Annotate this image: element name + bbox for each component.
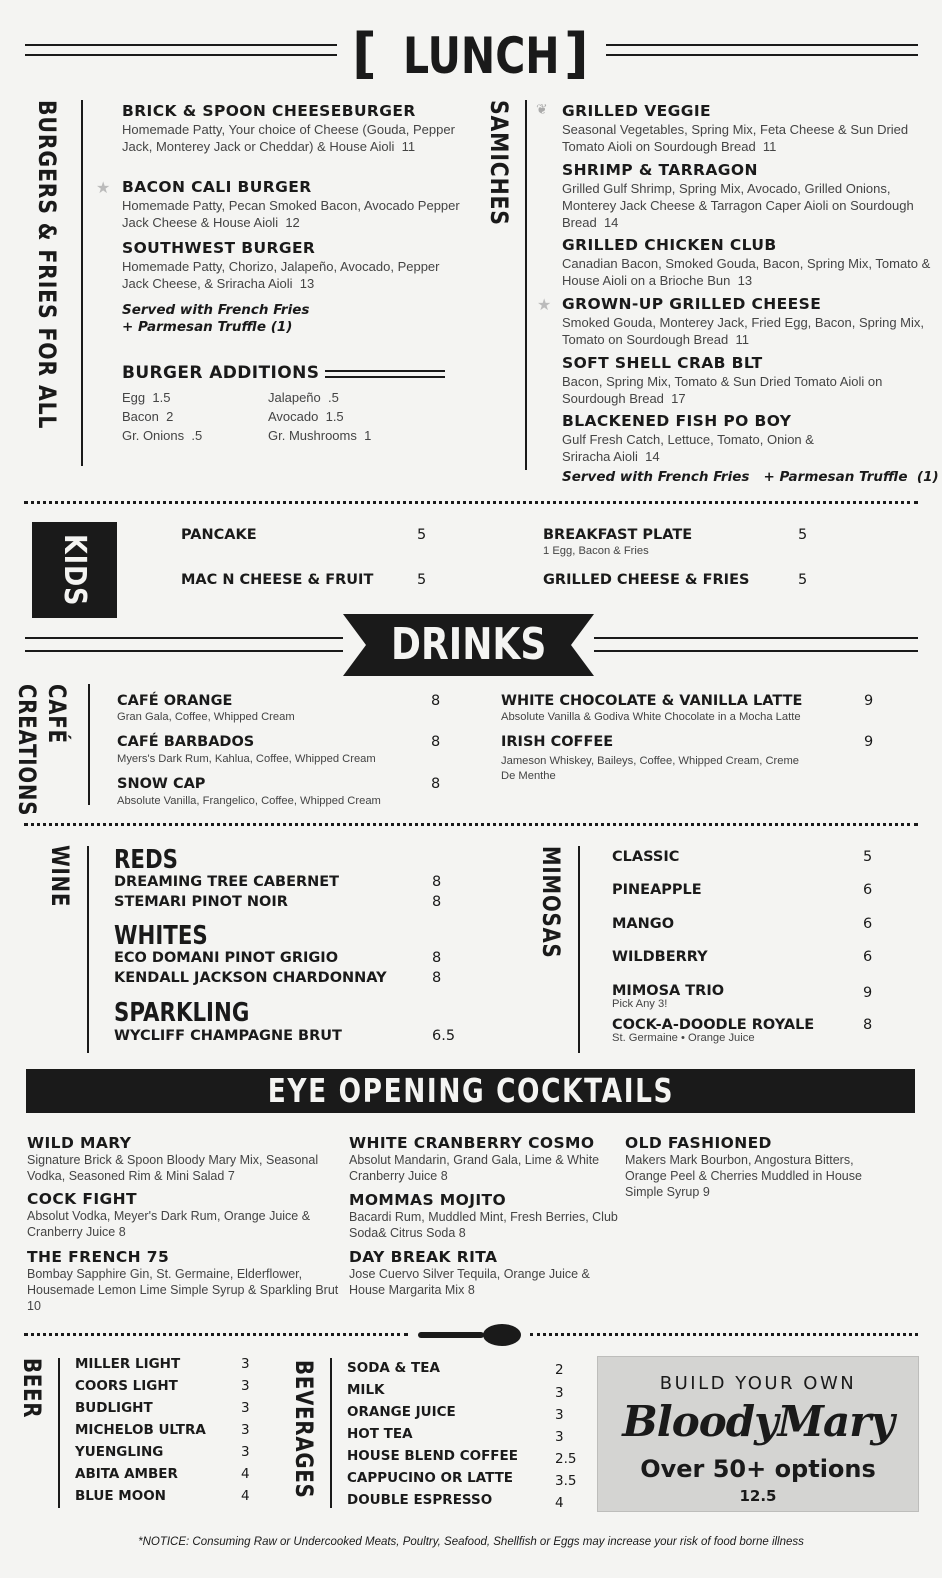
item-desc: Homemade Patty, Your choice of Cheese (Gouda, Pepper Jack, Monterey Jack or Cheddar) & House Aioli — [122, 122, 455, 154]
drinks-rule-left-top — [25, 637, 343, 639]
beer-item: COORS LIGHT 3 — [75, 1378, 250, 1394]
cafe-item-desc: Myers's Dark Rum, Kahlua, Coffee, Whipped Cream — [117, 753, 376, 765]
item-price: 11 — [762, 139, 777, 154]
item-price: 11 — [735, 332, 749, 347]
star-icon: ★ — [96, 180, 111, 197]
cafe-item: WHITE CHOCOLATE & VANILLA LATTE 9 — [501, 693, 874, 709]
item-price: 14 — [603, 215, 619, 230]
beer-divider — [58, 1358, 60, 1508]
samiches-section-label: SAMICHES — [485, 100, 513, 226]
addition-item: Bacon 2 — [122, 409, 174, 424]
item-desc: Canadian Bacon, Smoked Gouda, Bacon, Spring Mix, Tomato & House Aioli on a Brioche Bun — [562, 256, 931, 288]
item-name: SOFT SHELL CRAB BLT — [562, 354, 763, 372]
item-price: 12 — [285, 215, 300, 230]
dotted-divider — [24, 823, 918, 826]
bloody-mary-price: 12.5 — [739, 1487, 777, 1505]
addition-item: Gr. Onions .5 — [122, 428, 203, 443]
drinks-rule-right-bottom — [594, 650, 918, 652]
beverage-item: CAPPUCINO OR LATTE 3.5 — [347, 1470, 577, 1489]
beverage-item: ORANGE JUICE 3 — [347, 1404, 564, 1423]
header-rule-left-bottom — [25, 54, 337, 56]
menu-item — [122, 102, 477, 155]
star-icon: ★ — [537, 297, 552, 314]
dotted-divider — [530, 1333, 918, 1336]
additions-rule-bottom — [325, 376, 445, 378]
bloody-mary-options: Over 50+ options — [640, 1455, 876, 1483]
cocktail-item: THE FRENCH 75 Bombay Sapphire Gin, St. Germaine, Elderflower, Housemade Lemon Lime Simple Syrup & Sparkling Brut 10 — [27, 1248, 339, 1313]
header-rule-right-bottom — [606, 54, 918, 56]
kids-label-box — [32, 522, 117, 618]
item-desc: Homemade Patty, Pecan Smoked Bacon, Avocado Pepper Jack Cheese & House Aioli — [122, 198, 460, 230]
item-desc: Gulf Fresh Catch, Lettuce, Tomato, Onion & Sriracha Aioli — [562, 432, 814, 464]
cafe-divider — [88, 684, 90, 805]
item-desc: Smoked Gouda, Monterey Jack, Fried Egg, Bacon, Spring Mix, Tomato on Sourdough Bread — [562, 315, 925, 347]
cafe-item: CAFÉ ORANGE 8 — [117, 693, 441, 709]
item-desc: Seasonal Vegetables, Spring Mix, Feta Cheese & Sun Dried Tomato Aioli on Sourdough Bread — [562, 122, 909, 154]
samiches-divider — [525, 100, 527, 470]
cafe-label-line2: CREATIONS — [13, 684, 41, 817]
page-title: [ ] LUNCH — [352, 22, 589, 85]
wine-divider — [87, 846, 89, 1053]
bloody-mary-script: BloodyMary — [622, 1397, 894, 1446]
bloody-mary-box — [597, 1356, 919, 1512]
item-name: BRICK & SPOON CHEESEBURGER — [122, 102, 416, 120]
wine-item: STEMARI PINOT NOIR 8 — [114, 894, 442, 910]
cafe-item-desc: Gran Gala, Coffee, Whipped Cream — [117, 711, 295, 723]
cocktail-item: COCK FIGHT Absolut Vodka, Meyer's Dark Rum, Orange Juice & Cranberry Juice 8 — [27, 1190, 311, 1239]
item-price: 11 — [401, 139, 416, 154]
burgers-section-label: BURGERS & FRIES FOR ALL — [33, 100, 61, 430]
samiches-served-note: Served with French Fries + Parmesan Truffle (1) — [562, 469, 939, 485]
mimosas-divider — [578, 846, 580, 1053]
beer-section-label: BEER — [18, 1358, 46, 1419]
item-price: 13 — [299, 276, 315, 291]
burgers-divider — [81, 100, 83, 466]
mimosa-item: MANGO 6 — [612, 916, 873, 932]
drinks-rule-left-bottom — [25, 650, 343, 652]
burger-additions-title: BURGER ADDITIONS — [122, 363, 320, 383]
mimosas-section-label: MIMOSAS — [537, 846, 565, 959]
beverage-item: DOUBLE ESPRESSO 4 — [347, 1492, 564, 1511]
item-price: 14 — [645, 449, 660, 464]
kids-item: BREAKFAST PLATE 5 — [543, 527, 808, 543]
cocktails-banner — [26, 1069, 915, 1113]
beer-item: ABITA AMBER 4 — [75, 1466, 250, 1482]
wine-item: DREAMING TREE CABERNET 8 — [114, 874, 442, 890]
beverage-item: HOT TEA 3 — [347, 1426, 564, 1445]
beer-item: MILLER LIGHT 3 — [75, 1356, 250, 1372]
beverage-item: MILK 3 — [347, 1382, 564, 1401]
kids-item-note: 1 Egg, Bacon & Fries — [543, 545, 649, 557]
menu-item — [562, 102, 932, 155]
additions-rule-top — [325, 370, 445, 372]
reds-heading: REDS — [114, 845, 179, 875]
wine-item: WYCLIFF CHAMPAGNE BRUT 6.5 — [114, 1028, 456, 1044]
kids-item: GRILLED CHEESE & FRIES 5 — [543, 572, 808, 588]
item-price: 17 — [671, 391, 686, 406]
item-name: GROWN-UP GRILLED CHEESE — [562, 295, 822, 313]
item-name: SOUTHWEST BURGER — [122, 239, 316, 257]
cocktail-item: DAY BREAK RITA Jose Cuervo Silver Tequila, Orange Juice & House Margarita Mix 8 — [349, 1248, 590, 1297]
dotted-divider — [24, 501, 918, 504]
item-name: BACON CALI BURGER — [122, 178, 312, 196]
cocktail-item: WHITE CRANBERRY COSMO Absolut Mandarin, Grand Gala, Lime & White Cranberry Juice 8 — [349, 1134, 600, 1183]
item-price: 13 — [737, 273, 753, 288]
cafe-item: IRISH COFFEE 9 — [501, 734, 874, 750]
kids-item: PANCAKE 5 — [181, 527, 427, 543]
whites-heading: WHITES — [114, 921, 208, 951]
cafe-item-desc: Jameson Whiskey, Baileys, Coffee, Whipped Cream, Creme De Menthe — [501, 755, 800, 782]
beverages-section-label: BEVERAGES — [290, 1360, 318, 1499]
burgers-served-note: Served with French Fries — [122, 302, 310, 318]
beer-item: BUDLIGHT 3 — [75, 1400, 250, 1416]
addition-item: Gr. Mushrooms 1 — [268, 428, 372, 443]
burgers-truffle-note: + Parmesan Truffle (1) — [122, 319, 293, 335]
addition-item: Jalapeño .5 — [268, 390, 339, 405]
dotted-divider — [24, 1333, 408, 1336]
mimosa-item-note: Pick Any 3! — [612, 998, 668, 1010]
spoon-icon — [418, 1322, 522, 1348]
mimosa-item: MIMOSA TRIO 9 — [612, 983, 873, 1001]
beer-item: MICHELOB ULTRA 3 — [75, 1422, 250, 1438]
cocktail-item: OLD FASHIONED Makers Mark Bourbon, Angostura Bitters, Orange Peel & Cherries Muddled in House Simple Syrup 9 — [625, 1134, 862, 1199]
item-desc: Grilled Gulf Shrimp, Spring Mix, Avocado, Grilled Onions, Monterey Jack Cheese & Tarragon Caper Aioli on Sourdough Bread — [562, 181, 914, 230]
header-rule-left-top — [25, 44, 337, 46]
item-name: BLACKENED FISH PO BOY — [562, 412, 792, 430]
cocktails-title: EYE OPENING COCKTAILS — [267, 1071, 674, 1110]
cafe-item-desc: Absolute Vanilla & Godiva White Chocolate in a Mocha Latte — [501, 711, 801, 723]
addition-item: Avocado 1.5 — [268, 409, 344, 424]
item-desc: Homemade Patty, Chorizo, Jalapeño, Avocado, Pepper Jack Cheese, & Sriracha Aioli — [122, 259, 440, 291]
cafe-label-line1: CAFÉ — [43, 684, 71, 744]
menu-item — [562, 161, 922, 231]
sparkling-heading: SPARKLING — [114, 998, 250, 1028]
beverages-divider — [330, 1358, 332, 1508]
cocktail-item: WILD MARY Signature Brick & Spoon Bloody Mary Mix, Seasonal Vodka, Seasoned Rim & Mini Salad 7 — [27, 1134, 319, 1183]
mimosa-item: WILDBERRY 6 — [612, 949, 873, 965]
addition-item: Egg 1.5 — [122, 390, 171, 405]
menu-item — [562, 295, 932, 348]
mimosa-item: PINEAPPLE 6 — [612, 882, 873, 898]
item-name: GRILLED CHICKEN CLUB — [562, 236, 777, 254]
leaf-icon: ❦ — [536, 101, 548, 117]
kids-section-label: KIDS — [57, 534, 92, 607]
menu-item — [562, 412, 862, 465]
cocktail-item: MOMMAS MOJITO Bacardi Rum, Muddled Mint, Fresh Berries, Club Soda& Citrus Soda 8 — [349, 1191, 618, 1240]
cafe-item: CAFÉ BARBADOS 8 — [117, 734, 441, 750]
beverage-item: SODA & TEA 2 — [347, 1360, 564, 1378]
item-desc: Bacon, Spring Mix, Tomato & Sun Dried Tomato Aioli on Sourdough Bread — [562, 374, 883, 406]
mimosa-item: CLASSIC 5 — [612, 849, 873, 865]
footer-notice: *NOTICE: Consuming Raw or Undercooked Meats, Poultry, Seafood, Shellfish or Eggs may increase your risk of food borne illness — [138, 1536, 804, 1548]
cafe-item: SNOW CAP 8 — [117, 776, 441, 792]
item-name: GRILLED VEGGIE — [562, 102, 712, 120]
beer-item: YUENGLING 3 — [75, 1444, 250, 1460]
menu-item — [122, 178, 477, 231]
menu-item — [562, 236, 932, 289]
drinks-title: DRINKS — [390, 619, 547, 670]
cafe-item-desc: Absolute Vanilla, Frangelico, Coffee, Whipped Cream — [117, 795, 381, 807]
menu-item — [562, 354, 902, 407]
mimosa-item-note: St. Germaine • Orange Juice — [612, 1032, 755, 1044]
mimosa-item: COCK-A-DOODLE ROYALE 8 — [612, 1017, 873, 1033]
header-rule-right-top — [606, 44, 918, 46]
item-name: SHRIMP & TARRAGON — [562, 161, 758, 179]
drinks-rule-right-top — [594, 637, 918, 639]
beverage-item: HOUSE BLEND COFFEE 2.5 — [347, 1448, 577, 1467]
kids-item: MAC N CHEESE & FRUIT 5 — [181, 572, 427, 588]
wine-section-label: WINE — [46, 845, 74, 908]
wine-item: ECO DOMANI PINOT GRIGIO 8 — [114, 950, 442, 966]
wine-item: KENDALL JACKSON CHARDONNAY 8 — [114, 970, 442, 986]
menu-item — [122, 239, 467, 292]
beer-item: BLUE MOON 4 — [75, 1488, 250, 1504]
bloody-mary-line1: BUILD YOUR OWN — [659, 1373, 857, 1394]
